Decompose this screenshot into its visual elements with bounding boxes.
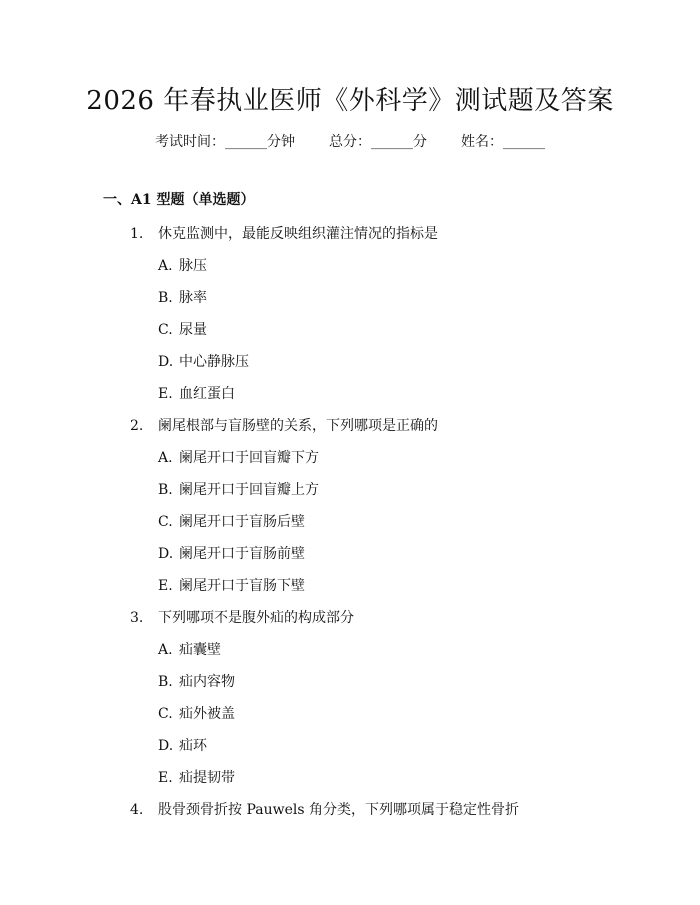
question-number: 1. bbox=[130, 226, 144, 242]
option-letter: D. bbox=[158, 546, 174, 562]
question-text: 下列哪项不是腹外疝的构成部分 bbox=[158, 610, 354, 626]
option-text: 阑尾开口于回盲瓣上方 bbox=[179, 482, 319, 498]
question-1 bbox=[130, 223, 438, 243]
option-text: 疝内容物 bbox=[179, 674, 235, 690]
option-item bbox=[158, 447, 319, 467]
option-text: 脉率 bbox=[179, 290, 207, 306]
option-text: 疝外被盖 bbox=[179, 706, 235, 722]
option-item bbox=[158, 543, 305, 563]
section-heading: 一、A1 型题（单选题） bbox=[103, 192, 255, 208]
option-letter: A. bbox=[158, 450, 173, 466]
option-text: 阑尾开口于盲肠前壁 bbox=[179, 546, 305, 562]
option-text: 疝囊壁 bbox=[179, 642, 221, 658]
option-letter: E. bbox=[158, 578, 173, 594]
option-text: 阑尾开口于回盲瓣下方 bbox=[179, 450, 319, 466]
option-text: 阑尾开口于盲肠下壁 bbox=[179, 578, 305, 594]
option-text: 中心静脉压 bbox=[179, 354, 249, 370]
option-letter: A. bbox=[158, 258, 173, 274]
option-text: 尿量 bbox=[179, 322, 207, 338]
option-item bbox=[158, 287, 207, 307]
option-letter: D. bbox=[158, 738, 174, 754]
exam-meta-line bbox=[0, 131, 700, 151]
option-text: 阑尾开口于盲肠后壁 bbox=[179, 514, 305, 530]
option-item bbox=[158, 255, 207, 275]
option-item bbox=[158, 703, 235, 723]
document-title: 2026 年春执业医师《外科学》测试题及答案 bbox=[86, 86, 614, 116]
question-text: 股骨颈骨折按 Pauwels 角分类，下列哪项属于稳定性骨折 bbox=[158, 802, 519, 818]
option-letter: C. bbox=[158, 322, 173, 338]
option-text: 疝环 bbox=[179, 738, 207, 754]
option-item bbox=[158, 767, 235, 787]
option-item bbox=[158, 383, 235, 403]
question-number: 2. bbox=[130, 418, 144, 434]
option-letter: A. bbox=[158, 642, 173, 658]
option-item bbox=[158, 575, 305, 595]
question-text: 休克监测中，最能反映组织灌注情况的指标是 bbox=[158, 226, 438, 242]
option-letter: C. bbox=[158, 706, 173, 722]
name-field: 姓名：______ bbox=[461, 134, 545, 150]
option-letter: D. bbox=[158, 354, 174, 370]
option-letter: E. bbox=[158, 386, 173, 402]
option-item bbox=[158, 735, 207, 755]
question-3 bbox=[130, 607, 354, 627]
option-text: 脉压 bbox=[179, 258, 207, 274]
option-item bbox=[158, 351, 249, 371]
option-item bbox=[158, 671, 235, 691]
question-number: 3. bbox=[130, 610, 144, 626]
option-letter: E. bbox=[158, 770, 173, 786]
option-letter: B. bbox=[158, 674, 173, 690]
question-2 bbox=[130, 415, 438, 435]
option-letter: C. bbox=[158, 514, 173, 530]
option-item bbox=[158, 479, 319, 499]
option-item bbox=[158, 319, 207, 339]
option-item bbox=[158, 511, 305, 531]
option-item bbox=[158, 639, 221, 659]
question-number: 4. bbox=[130, 802, 144, 818]
question-4 bbox=[130, 799, 519, 819]
total-score-field: 总分：______分 bbox=[329, 134, 427, 150]
option-letter: B. bbox=[158, 482, 173, 498]
option-text: 血红蛋白 bbox=[179, 386, 235, 402]
question-text: 阑尾根部与盲肠壁的关系，下列哪项是正确的 bbox=[158, 418, 438, 434]
exam-time-field: 考试时间：______分钟 bbox=[155, 134, 295, 150]
option-letter: B. bbox=[158, 290, 173, 306]
option-text: 疝提韧带 bbox=[179, 770, 235, 786]
